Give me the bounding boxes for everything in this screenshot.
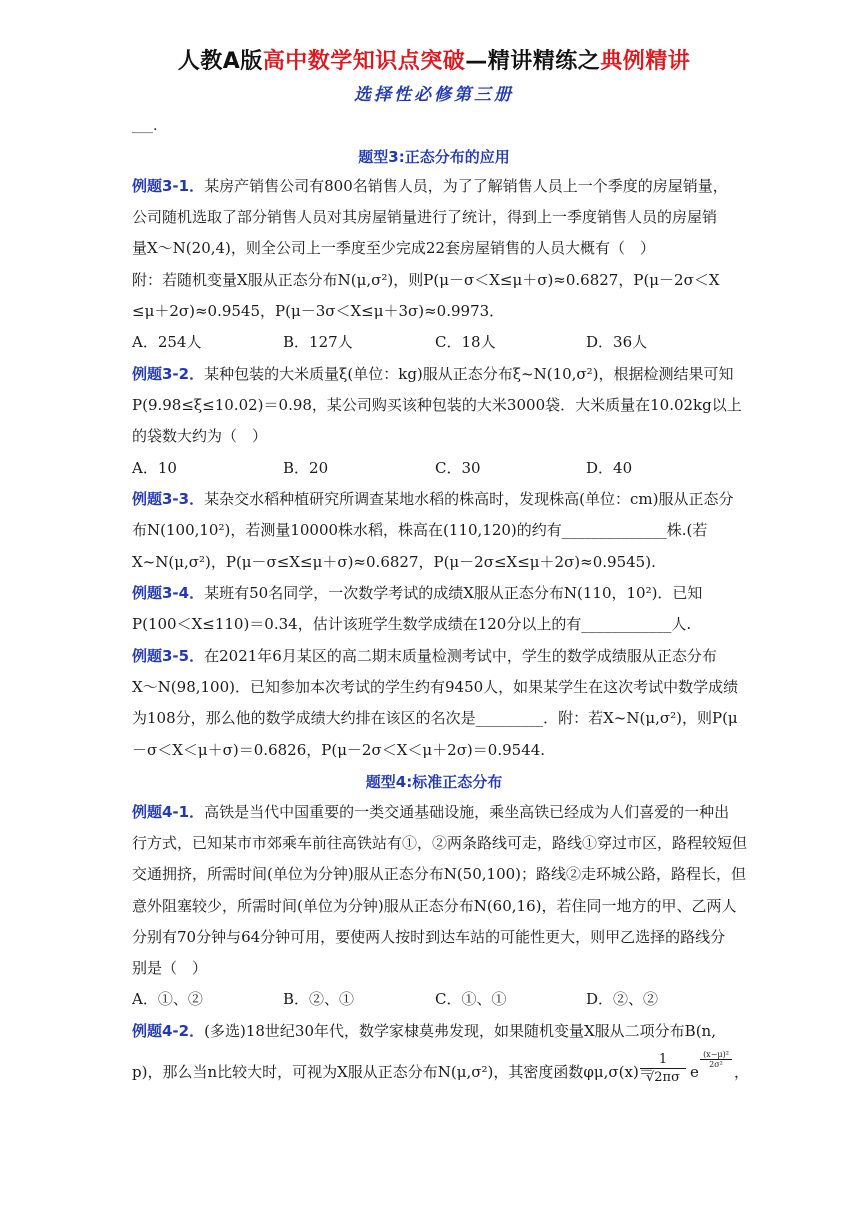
density-exp-numerator: (x−μ)²: [700, 1050, 732, 1060]
ex3-5-line2: X～N(98,100)．已知参加本次考试的学生约有9450人，如果某学生在这次考试中数学成绩: [132, 678, 739, 696]
ex3-5-line3: 为108分，那么他的数学成绩大约排在该区的名次是_________．附：若X~N(μ,σ²)，则P(μ: [132, 709, 738, 727]
ex4-1-option-b[interactable]: B．②、①: [283, 990, 355, 1008]
section-title-4: 题型4:标准正态分布: [365, 773, 503, 791]
ex3-3-text1: 某杂交水稻种植研究所调查某地水稻的株高时，发现株高(单位：cm)服从正态分: [204, 490, 734, 508]
density-trailing-comma: ，: [734, 1063, 750, 1081]
ex4-1-line6: 别是（ ）: [132, 959, 208, 977]
ex3-3-line2: 布N(100,10²)，若测量10000株水稻，株高在(110,120)的约有______________株.(若: [132, 521, 708, 539]
ex3-1-label: 例题3-1．: [132, 177, 205, 195]
ex3-2-line2: P(9.98≤ξ≤10.02)＝0.98，某公司购买该种包装的大米3000袋．大米质量在10.02kg以上: [132, 396, 742, 414]
ex3-3-label: 例题3-3．: [132, 490, 205, 508]
density-frac-denominator: √2πσ: [646, 1070, 680, 1085]
density-frac-numerator: 1: [640, 1052, 686, 1069]
ex3-2-label: 例题3-2．: [132, 365, 205, 383]
ex3-5-text1: 在2021年6月某区的高二期末质量检测考试中，学生的数学成绩服从正态分布: [204, 647, 717, 665]
ex3-1-line4: 附：若随机变量X服从正态分布N(μ,σ²)，则P(μ－σ＜X≤μ＋σ)≈0.6827，P(μ－2σ＜X: [132, 271, 720, 289]
ex3-4-line1: [132, 583, 702, 603]
ex4-1-option-d[interactable]: D．②、②: [586, 990, 659, 1008]
ex3-3-line1: [132, 489, 733, 509]
header-title-part4: 典例精讲: [600, 49, 691, 74]
ex4-1-line5: 分别有70分钟与64分钟可用，要使两人按时到达车站的可能性更大，则甲乙选择的路线分: [132, 928, 726, 946]
header-title-part1: 人教A版: [177, 49, 263, 74]
lead-dash: ___.: [132, 118, 158, 134]
page-header-subtitle: 选择性必修第三册: [354, 85, 514, 105]
page-header-title: [0, 44, 868, 75]
ex4-1-line4: 意外阻塞较少，所需时间(单位为分钟)服从正态分布N(60,16)，若住同一地方的甲、乙两人: [132, 897, 737, 915]
ex4-1-option-c[interactable]: C．①、①: [435, 990, 507, 1008]
ex3-2-option-a[interactable]: A．10: [132, 459, 177, 477]
ex4-2-line1: [132, 1021, 716, 1041]
ex4-1-line1: [132, 802, 729, 822]
ex3-5-line4: －σ＜X＜μ＋σ)＝0.6826，P(μ－2σ＜X＜μ＋2σ)＝0.9544.: [132, 741, 546, 759]
ex3-1-option-d[interactable]: D．36人: [586, 333, 648, 351]
ex3-2-option-b[interactable]: B．20: [283, 459, 329, 477]
ex3-5-line1: [132, 646, 717, 666]
ex3-1-option-c[interactable]: C．18人: [435, 333, 496, 351]
ex3-1-line1: [132, 176, 728, 196]
ex3-1-line3: 量X～N(20,4)，则全公司上一季度至少完成22套房屋销售的人员大概有（ ）: [132, 239, 655, 257]
ex3-2-option-c[interactable]: C．30: [435, 459, 481, 477]
section-title-3: 题型3:正态分布的应用: [358, 148, 510, 166]
ex4-1-text1: 高铁是当代中国重要的一类交通基础设施，乘坐高铁已经成为人们喜爱的一种出: [204, 803, 730, 821]
ex3-1-line2: 公司随机选取了部分销售人员对其房屋销量进行了统计，得到上一季度销售人员的房屋销: [132, 208, 718, 226]
ex4-1-label: 例题4-1．: [132, 803, 205, 821]
density-exp-base: e: [690, 1063, 699, 1081]
ex4-2-text1: (多选)18世纪30年代，数学家棣莫弗发现，如果随机变量X服从二项分布B(n,: [204, 1022, 716, 1040]
ex3-5-label: 例题3-5．: [132, 647, 205, 665]
density-exp-denominator: 2σ²: [709, 1060, 723, 1069]
ex4-1-line3: 交通拥挤，所需时间(单位为分钟)服从正态分布N(50,100)；路线②走环城公路，路程长，但: [132, 865, 747, 883]
ex3-4-line2: P(100＜X≤110)＝0.34，估计该班学生数学成绩在120分以上的有____________人.: [132, 615, 692, 633]
ex3-2-option-d[interactable]: D．40: [586, 459, 633, 477]
ex3-1-option-b[interactable]: B．127人: [283, 333, 353, 351]
header-title-part2: 高中数学知识点突破: [262, 49, 466, 74]
ex4-1-option-a[interactable]: A．①、②: [132, 990, 203, 1008]
ex3-1-option-a[interactable]: A．254人: [132, 333, 202, 351]
ex4-2-line2: p)，那么当n比较大时，可视为X服从正态分布N(μ,σ²)，其密度函数φμ,σ(x)＝: [132, 1063, 654, 1081]
ex3-2-text1: 某种包装的大米质量ξ(单位：kg)服从正态分布ξ~N(10,σ²)，根据检测结果可知: [204, 365, 734, 383]
ex3-2-line3: 的袋数大约为（ ）: [132, 427, 268, 445]
ex3-1-text1: 某房产销售公司有800名销售人员，为了了解销售人员上一个季度的房屋销量，: [204, 177, 728, 195]
ex3-4-label: 例题3-4．: [132, 584, 205, 602]
ex4-2-label: 例题4-2．: [132, 1022, 205, 1040]
ex4-1-line2: 行方式，已知某市市郊乘车前往高铁站有①，②两条路线可走，路线①穿过市区，路程较短但: [132, 834, 748, 852]
ex3-1-line5: ≤μ＋2σ)≈0.9545，P(μ－3σ＜X≤μ＋3σ)≈0.9973．: [132, 302, 505, 320]
ex3-4-text1: 某班有50名同学，一次数学考试的成绩X服从正态分布N(110，10²)．已知: [204, 584, 703, 602]
ex3-3-line3: X~N(μ,σ²)，P(μ－σ≤X≤μ＋σ)≈0.6827，P(μ－2σ≤X≤μ＋2σ)≈0.9545).: [132, 553, 656, 571]
ex3-2-line1: [132, 364, 734, 384]
header-title-part3: —精讲精练之: [465, 49, 601, 74]
